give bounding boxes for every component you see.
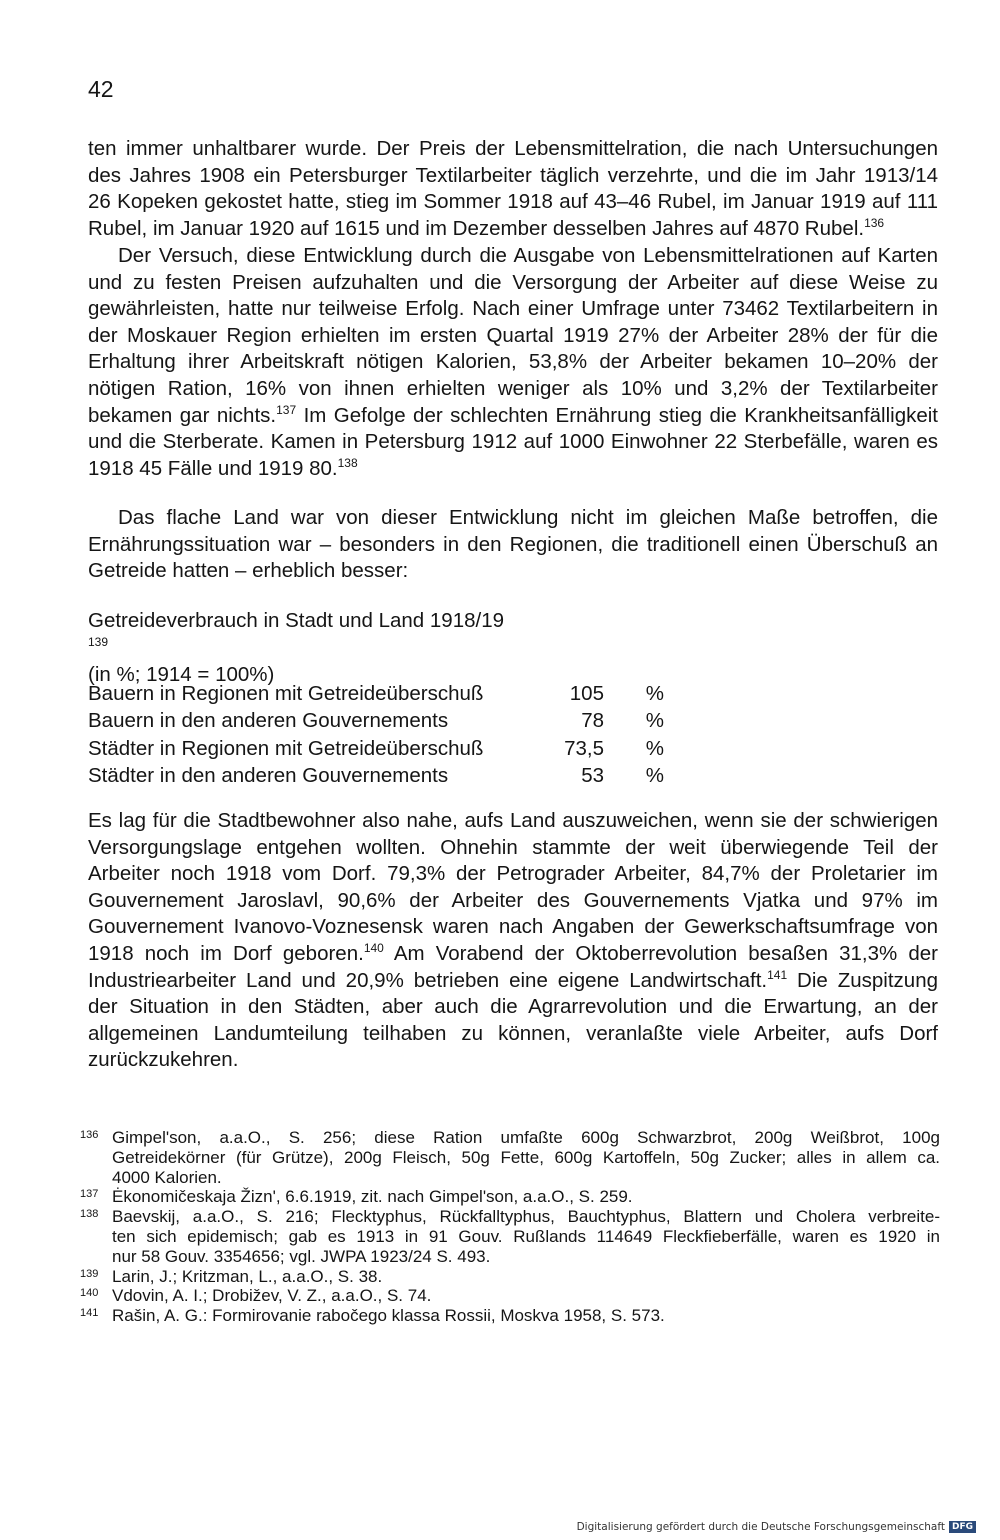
row-unit: % — [645, 681, 664, 705]
text-span: Die Zuspitzung — [787, 968, 938, 992]
text-line: Gouvernement Jaroslavl, 90,6% der Arbeiter des Gouvernements Vjatka und 97% im — [88, 888, 938, 912]
footnote-line: Larin, J.; Kritzman, L., a.a.O., S. 38. — [112, 1266, 383, 1286]
footnote-ref: 140 — [363, 940, 384, 955]
text-line: und die Sterberate. Kamen in Petersburg 1912 auf 1000 Einwohner 22 Sterbefälle, waren es — [88, 430, 938, 454]
row-unit: % — [645, 736, 664, 760]
text-line: Arbeiter noch 1918 vom Dorf. 79,3% der Petrograder Arbeiter, 84,7% der Proletarier im — [88, 862, 938, 886]
footnote-140 — [80, 1286, 940, 1306]
text-line: Es lag für die Stadtbewohner also nahe, aufs Land auszuweichen, wenn sie der schwierigen — [88, 809, 938, 832]
text-span: bekamen gar nichts. — [88, 403, 277, 427]
row-unit: % — [645, 709, 664, 733]
page-number: 42 — [88, 76, 114, 102]
text-line: der Situation in den Städten, aber auch die Agrarrevolution und die Erwartung, an der — [88, 995, 938, 1019]
footnote-ref: 137 — [276, 402, 297, 417]
footnote-137 — [80, 1187, 940, 1207]
text-line — [88, 941, 938, 968]
table-title — [88, 607, 504, 688]
footnote-number: 136 — [80, 1129, 99, 1141]
footnote-line: Vdovin, A. I.; Drobižev, V. Z., a.a.O., S. 74. — [112, 1286, 432, 1306]
text-line: 26 Kopeken gekostet hatte, stieg im Sommer 1918 auf 43–46 Rubel, im Januar 1919 auf 111 — [88, 190, 938, 214]
paragraph-4 — [88, 808, 938, 1074]
footnote-text — [112, 1267, 940, 1287]
text-line — [88, 216, 938, 243]
table-row — [88, 735, 668, 763]
text-line: Versorgungslage entgehen wollten. Ohnehin stammte der weit überwiegende Teil der — [88, 835, 938, 859]
grain-consumption-table — [88, 680, 668, 790]
paragraph-1 — [88, 136, 938, 242]
table-title-text: Getreideverbrauch in Stadt und Land 1918/19 — [88, 609, 504, 632]
dfg-logo: DFG — [949, 1521, 976, 1533]
text-span: 1918 noch im Dorf geboren. — [88, 941, 364, 965]
paragraph-3 — [88, 505, 938, 585]
footnote-text — [112, 1207, 940, 1266]
text-span: Im Gefolge der schlechten Ernährung stieg die Krankheitsanfälligkeit — [296, 403, 938, 427]
footnote-136 — [80, 1128, 940, 1187]
footnote-line: Gimpel'son, a.a.O., S. 256; diese Ration umfaßte 600g Schwarzbrot, 200g Weißbrot, 100g — [112, 1128, 940, 1147]
footnote-text — [112, 1187, 940, 1207]
text-span: Rubel, im Januar 1920 auf 1615 und im Dezember desselben Jahres auf 4870 Rubel. — [88, 216, 865, 240]
text-line: Gouvernement Ivanovo-Voznesensk waren nach Angaben der Gewerkschaftsumfrage von — [88, 915, 938, 939]
text-line: gewährleisten, hatte nur teilweise Erfolg. Nach einer Umfrage unter 73462 Textilarbeitern in — [88, 297, 938, 321]
footnote-line: nur 58 Gouv. 3354656; vgl. JWPA 1923/24 S. 493. — [112, 1246, 491, 1266]
text-line: nötigen Ration, 16% von ihnen erhielten weniger als 10% und 3,2% der Textilarbeiter — [88, 376, 938, 400]
table-title-line — [88, 607, 504, 661]
digitization-credit — [577, 1521, 976, 1533]
table-row — [88, 708, 668, 736]
footnote-139 — [80, 1267, 940, 1287]
footnote-line: 4000 Kalorien. — [112, 1167, 222, 1187]
footnote-141 — [80, 1306, 940, 1326]
text-line: allgemeinen Landumteilung teilhaben zu können, veranlaßte viele Arbeiter, aufs Dorf — [88, 1021, 938, 1045]
footnote-number: 140 — [80, 1287, 99, 1300]
footnote-number: 139 — [80, 1267, 99, 1280]
text-line: und zu festen Preisen aufzuhalten und die Versorgung der Arbeiter auf diese Weise zu — [88, 270, 938, 294]
text-line — [88, 968, 938, 995]
row-unit: % — [645, 764, 664, 788]
row-value: 53 — [581, 764, 604, 788]
footnote-line: Getreidekörner (für Grütze), 200g Fleisch, 50g Fette, 600g Kartoffeln, 50g Zucker; alles in allem ca. — [112, 1147, 940, 1167]
footnote-text — [112, 1306, 940, 1326]
text-span: Am Vorabend der Oktoberrevolution besaßen 31,3% der — [383, 941, 939, 965]
row-label: Städter in Regionen mit Getreideüberschuß — [88, 736, 484, 760]
text-line: Ernährungssituation war – besonders in den Regionen, die traditionell einen Überschuß an — [88, 532, 938, 556]
row-value: 105 — [569, 681, 604, 705]
text-line — [88, 403, 938, 430]
row-value: 73,5 — [564, 736, 604, 760]
row-value: 78 — [581, 709, 604, 733]
row-label: Städter in den anderen Gouvernements — [88, 764, 449, 788]
footnote-line: Baevskij, a.a.O., S. 216; Flecktyphus, Rückfalltyphus, Bauchtyphus, Blattern und Cholera verbreite- — [112, 1207, 940, 1227]
footnote-ref: 141 — [767, 967, 788, 982]
text-span: 1918 45 Fälle und 1919 80. — [88, 456, 338, 480]
table-row — [88, 763, 668, 791]
footnote-ref: 139 — [88, 635, 109, 649]
text-line: ten immer unhaltbarer wurde. Der Preis der Lebensmittelration, die nach Untersuchungen — [88, 137, 938, 160]
footnotes — [80, 1128, 940, 1326]
text-line: zurückzukehren. — [88, 1048, 239, 1072]
footnote-line: Rašin, A. G.: Formirovanie rabočego klassa Rossii, Moskva 1958, S. 573. — [112, 1306, 665, 1326]
text-line: Getreide hatten – erheblich besser: — [88, 559, 409, 583]
table-row — [88, 680, 668, 708]
footnote-number: 138 — [80, 1208, 99, 1221]
footnote-ref: 136 — [864, 215, 885, 230]
footnote-number: 141 — [80, 1307, 99, 1320]
footnote-ref: 138 — [337, 455, 358, 470]
footnote-text — [112, 1128, 940, 1187]
text-span: Industriearbeiter Land und 20,9% betrieben eine eigene Landwirtschaft. — [88, 968, 768, 992]
text-line: der Moskauer Region erhielten im ersten Quartal 1919 27% der Arbeiter 28% der für die — [88, 323, 938, 347]
table-subtitle: (in %; 1914 = 100%) — [88, 663, 275, 686]
credit-text: Digitalisierung gefördert durch die Deutsche Forschungsgemeinschaft — [576, 1521, 945, 1533]
footnote-text — [112, 1286, 940, 1306]
text-line: des Jahres 1908 ein Petersburger Textilarbeiter täglich verzehrte, und die im Jahr 1913/14 — [88, 163, 938, 187]
text-line: Erhaltung ihrer Arbeitskraft nötigen Kalorien, 53,8% der Arbeiter bekamen 10–20% der — [88, 350, 938, 374]
row-label: Bauern in den anderen Gouvernements — [88, 709, 449, 733]
paragraph-2 — [88, 243, 938, 482]
text-line: Der Versuch, diese Entwicklung durch die Ausgabe von Lebensmittelrationen auf Karten — [118, 244, 938, 267]
footnote-line: ten sich epidemisch; gab es 1913 in 91 Gouv. Rußlands 114649 Fleckfieberfälle, waren es 1920 in — [112, 1226, 940, 1246]
text-line — [88, 456, 938, 483]
footnote-138 — [80, 1207, 940, 1266]
text-line: Das flache Land war von dieser Entwicklung nicht im gleichen Maße betroffen, die — [118, 506, 938, 529]
row-label: Bauern in Regionen mit Getreideüberschuß — [88, 681, 484, 705]
footnote-line: Ėkonomičeskaja Žizn', 6.6.1919, zit. nach Gimpel'son, a.a.O., S. 259. — [112, 1187, 633, 1207]
footnote-number: 137 — [80, 1188, 99, 1201]
